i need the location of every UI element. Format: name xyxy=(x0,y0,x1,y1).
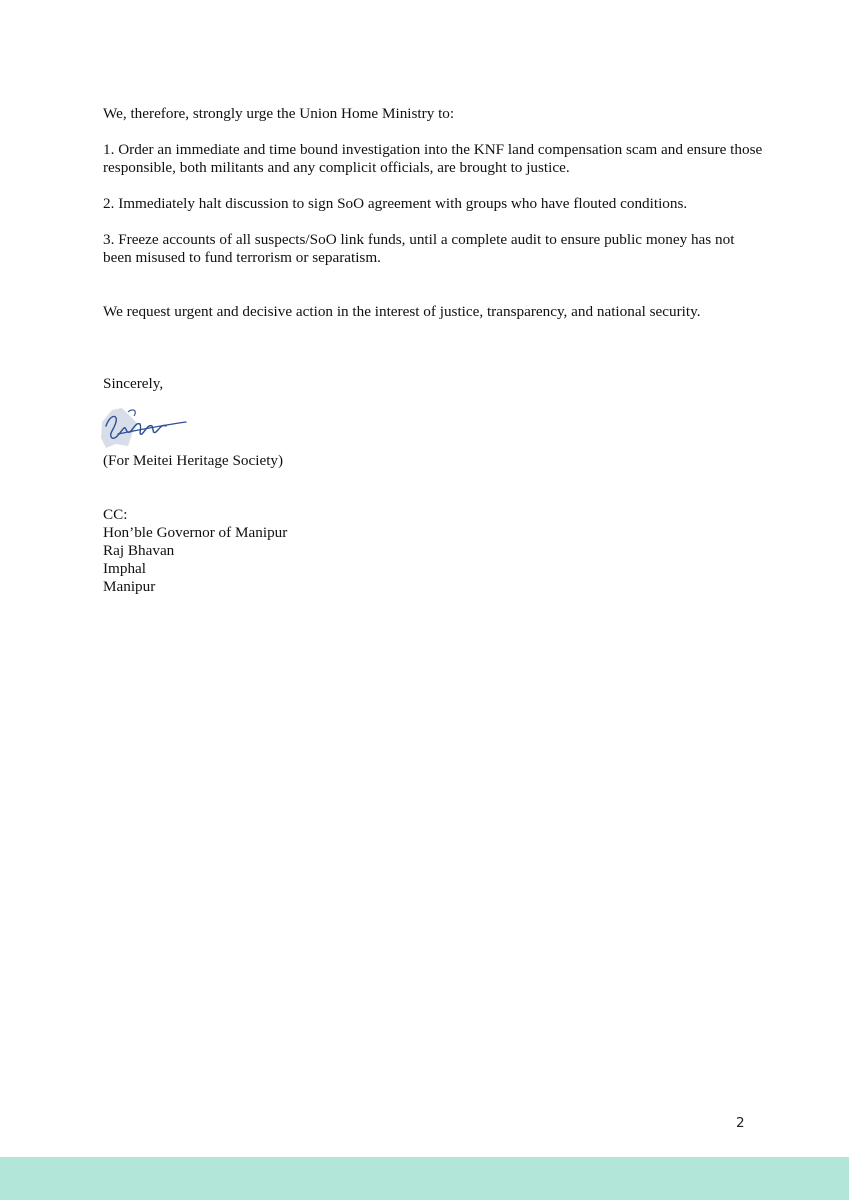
cc-line-recipient: Hon’ble Governor of Manipur xyxy=(103,524,288,541)
intro-paragraph: We, therefore, strongly urge the Union Home Ministry to: xyxy=(103,105,455,122)
closing-salutation: Sincerely, xyxy=(103,375,164,392)
cc-line-state: Manipur xyxy=(103,578,156,595)
signature-image xyxy=(98,404,190,452)
demand-item-1: 1. Order an immediate and time bound investigation into the KNF land compensation scam and ensure those responsible, both militants and any complicit officials, are brought to justice. xyxy=(103,141,763,176)
cc-block xyxy=(103,506,763,596)
cc-line-office: Raj Bhavan xyxy=(103,542,175,559)
cc-line-city: Imphal xyxy=(103,560,147,577)
page-number: 2 xyxy=(736,1115,745,1131)
cc-label: CC: xyxy=(103,506,128,523)
signatory-organization: (For Meitei Heritage Society) xyxy=(103,452,284,469)
request-paragraph: We request urgent and decisive action in the interest of justice, transparency, and national security. xyxy=(103,303,701,320)
signature-loop xyxy=(128,410,135,416)
demand-item-3: 3. Freeze accounts of all suspects/SoO link funds, until a complete audit to ensure public money has not been misused to fund terrorism or separatism. xyxy=(103,231,735,266)
demand-item-2: 2. Immediately halt discussion to sign SoO agreement with groups who have flouted conditions. xyxy=(103,195,688,212)
footer-band xyxy=(0,1157,849,1200)
